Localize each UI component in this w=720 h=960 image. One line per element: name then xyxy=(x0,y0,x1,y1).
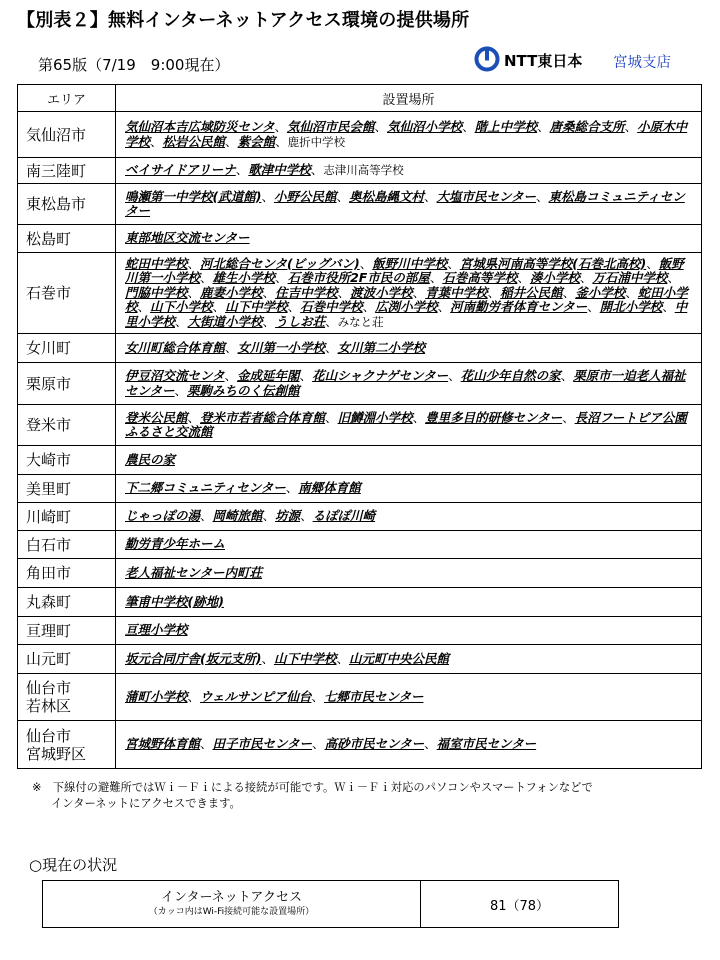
area-cell: 美里町 xyxy=(18,475,116,503)
wifi-location: 蛇田小学校 xyxy=(125,284,688,315)
wifi-location: 岡崎旅館 xyxy=(212,508,263,524)
wifi-location: うしお荘 xyxy=(275,313,326,329)
area-cell: 南三陸町 xyxy=(18,158,116,184)
table-header-row xyxy=(18,85,702,112)
separator: 、 xyxy=(187,409,201,425)
separator: 、 xyxy=(285,480,299,496)
wifi-location: 湊小学校 xyxy=(529,270,580,286)
separator: 、 xyxy=(174,382,188,398)
area-cell: 気仙沼市 xyxy=(18,112,116,158)
status-value-cell xyxy=(421,881,619,928)
wifi-location: 宮城県河南高等学校(石巻北高校) xyxy=(459,255,647,271)
separator: 、 xyxy=(137,299,151,315)
wifi-location: 住吉中学校 xyxy=(275,284,338,300)
locations-cell xyxy=(116,253,702,334)
wifi-location: 万石浦中学校 xyxy=(592,270,668,286)
table-row xyxy=(18,645,702,674)
wifi-location: 長沼フートピア公園ふるさと交流館 xyxy=(125,409,687,439)
separator: 、 xyxy=(374,119,388,134)
area-cell: 仙台市 若林区 xyxy=(18,674,116,721)
separator: 、 xyxy=(287,299,301,315)
area-cell: 川崎町 xyxy=(18,503,116,531)
status-value: 81（78） xyxy=(489,898,550,914)
separator: 、 xyxy=(562,284,576,300)
wifi-location: 気仙沼小学校 xyxy=(387,119,463,134)
wifi-location: 田子市民センター xyxy=(212,736,313,752)
wifi-location: 開北小学校 xyxy=(599,299,663,315)
separator: 、 xyxy=(536,188,549,204)
separator: 、 xyxy=(225,133,238,149)
separator: 、 xyxy=(262,508,276,524)
area-cell: 仙台市 宮城野区 xyxy=(18,721,116,769)
separator: 、 xyxy=(325,313,338,329)
separator: 、 xyxy=(224,368,238,383)
area-cell: 栗原市 xyxy=(18,363,116,405)
wifi-location: 筆甫中学校(跡地) xyxy=(125,593,224,609)
wifi-location: 南郷体育館 xyxy=(298,480,361,496)
separator: 、 xyxy=(225,339,238,355)
column-header-locations: 設置場所 xyxy=(116,85,702,112)
wifi-location: 山元町中央公民館 xyxy=(348,650,449,666)
separator: 、 xyxy=(587,299,600,315)
separator: 、 xyxy=(275,270,288,286)
wifi-location: じゃっぽの湯 xyxy=(125,508,201,524)
wifi-location: 登米公民館 xyxy=(125,409,188,425)
locations-cell xyxy=(116,559,702,588)
table-row xyxy=(18,475,702,503)
wifi-location: 旧鱒淵小学校 xyxy=(337,409,413,425)
footnote-line-2: インターネットにアクセスできます。 xyxy=(51,797,241,810)
locations-cell xyxy=(116,112,702,158)
wifi-location: 広渕小学校 xyxy=(375,299,438,315)
locations-cell xyxy=(116,363,702,405)
locations-table-body xyxy=(18,112,702,769)
separator: 、 xyxy=(537,119,550,134)
locations-cell xyxy=(116,334,702,363)
separator: 、 xyxy=(462,119,475,134)
separator: 、 xyxy=(262,313,276,329)
table-row xyxy=(18,334,702,363)
wifi-location: 農民の家 xyxy=(125,451,176,467)
separator: 、 xyxy=(200,270,213,286)
separator: 、 xyxy=(325,409,338,425)
wifi-location: 女川第二小学校 xyxy=(337,339,426,355)
wifi-location: 坂元合同庁舎(坂元支所) xyxy=(125,650,262,666)
locations-cell xyxy=(116,674,702,721)
separator: 、 xyxy=(625,284,638,300)
wifi-location: 気仙沼市民会館 xyxy=(287,119,375,134)
wifi-location: 小野公民館 xyxy=(273,188,337,204)
separator: 、 xyxy=(187,688,201,704)
wifi-location: ウェルサンピア仙台 xyxy=(200,688,312,704)
separator: 、 xyxy=(175,313,188,329)
wifi-location: 山下中学校 xyxy=(225,299,288,315)
separator: 、 xyxy=(325,339,338,355)
wifi-location: 歌津中学校 xyxy=(248,162,311,178)
wifi-location: 蒲町小学校 xyxy=(125,688,188,704)
locations-cell xyxy=(116,158,702,184)
ntt-logo-icon xyxy=(474,46,500,72)
separator: 、 xyxy=(187,255,201,271)
separator: 、 xyxy=(429,270,443,286)
table-row xyxy=(18,617,702,645)
status-heading: ○現在の状況 xyxy=(29,856,118,874)
table-row xyxy=(18,446,702,475)
separator: 、 xyxy=(412,409,426,425)
area-cell: 山元町 xyxy=(18,645,116,674)
area-cell: 角田市 xyxy=(18,559,116,588)
wifi-location: ベイサイドアリーナ xyxy=(125,162,236,178)
wifi-location: 奥松島縄文村 xyxy=(348,188,424,204)
area-cell: 白石市 xyxy=(18,531,116,559)
separator: 、 xyxy=(300,508,313,524)
wifi-location: 釜小学校 xyxy=(575,284,626,300)
wifi-location: 山下小学校 xyxy=(150,299,213,315)
separator: 、 xyxy=(359,255,373,271)
area-cell: 亘理町 xyxy=(18,617,116,645)
separator: 、 xyxy=(562,409,575,425)
separator: 、 xyxy=(261,650,274,666)
locations-cell xyxy=(116,184,702,225)
footnote-line-1: ※ 下線付の避難所ではＷｉ－Ｆｉによる接続が可能です。Ｗｉ－Ｆｉ対応のパソコンやスマートフォンなどで xyxy=(32,781,593,794)
wifi-location: 栗駒みちのく伝創館 xyxy=(187,382,300,398)
wifi-location: 気仙沼本吉広域防災センタ xyxy=(125,119,275,134)
footnote xyxy=(32,780,593,812)
wifi-location: 雄生小学校 xyxy=(212,270,276,286)
wifi-location: 石巻市役所2F市民の部屋 xyxy=(287,270,430,286)
wifi-location: 金成延年閣 xyxy=(237,368,300,383)
wifi-location: 栗原市一迫老人福祉センター xyxy=(125,368,686,398)
branch-name: 宮城支店 xyxy=(613,55,671,71)
table-row xyxy=(18,158,702,184)
wifi-location: 宮城野体育館 xyxy=(125,736,201,752)
table-row xyxy=(18,363,702,405)
wifi-location: 大塩市民センター xyxy=(436,188,537,204)
wifi-location: 石巻中学校 xyxy=(300,299,363,315)
wifi-location: 花山少年自然の家 xyxy=(460,368,561,383)
separator: 、 xyxy=(624,119,638,134)
table-row xyxy=(18,253,702,334)
locations-cell xyxy=(116,405,702,446)
locations-cell xyxy=(116,617,702,645)
separator: 、 xyxy=(437,299,451,315)
separator: 、 xyxy=(646,255,659,271)
status-label: インターネットアクセス xyxy=(160,890,303,905)
locations-cell xyxy=(116,475,702,503)
wifi-location: 東松島コミュニティセンター xyxy=(125,188,685,218)
wifi-location: 山下中学校 xyxy=(273,650,337,666)
separator: 、 xyxy=(424,736,437,752)
table-row xyxy=(18,531,702,559)
separator: 、 xyxy=(447,255,460,271)
separator: 、 xyxy=(487,284,501,300)
separator: 、 xyxy=(261,188,274,204)
locations-cell xyxy=(116,446,702,475)
area-cell: 石巻市 xyxy=(18,253,116,334)
location: 鹿折中学校 xyxy=(287,134,346,149)
wifi-location: 高砂市民センター xyxy=(324,736,425,752)
locations-cell xyxy=(116,225,702,253)
locations-cell xyxy=(116,503,702,531)
separator: 、 xyxy=(274,119,288,134)
wifi-location: 登米市若者総合体育館 xyxy=(200,409,326,425)
locations-cell xyxy=(116,721,702,769)
area-cell: 大崎市 xyxy=(18,446,116,475)
wifi-location: 豊里多目的研修センター xyxy=(425,409,563,425)
wifi-location: 七郷市民センター xyxy=(323,688,424,704)
table-row xyxy=(18,405,702,446)
wifi-location: 女川町総合体育館 xyxy=(125,339,226,355)
separator: 、 xyxy=(424,188,437,204)
separator: 、 xyxy=(336,650,349,666)
wifi-location: るぽぽ川崎 xyxy=(312,508,376,524)
wifi-location: 亘理小学校 xyxy=(125,622,188,638)
separator: 、 xyxy=(311,688,324,704)
wifi-location: 河南勤労者体育センター xyxy=(450,299,588,315)
separator: 、 xyxy=(150,133,163,149)
wifi-location: 石巻高等学校 xyxy=(442,270,518,286)
table-row xyxy=(18,674,702,721)
status-row xyxy=(43,881,619,928)
area-cell: 松島町 xyxy=(18,225,116,253)
separator: 、 xyxy=(299,368,313,383)
document-title: 【別表２】無料インターネットアクセス環境の提供場所 xyxy=(17,10,470,31)
wifi-location: 東部地区交流センター xyxy=(125,230,250,246)
table-row xyxy=(18,503,702,531)
separator: 、 xyxy=(667,270,680,286)
wifi-location: 中里小学校 xyxy=(125,299,688,329)
separator: 、 xyxy=(200,508,213,524)
status-table xyxy=(42,880,619,928)
area-cell: 東松島市 xyxy=(18,184,116,225)
wifi-location: 小原木中学校 xyxy=(125,119,688,149)
separator: 、 xyxy=(448,368,461,383)
locations-cell xyxy=(116,588,702,617)
wifi-location: 鳴瀬第一中学校(武道館) xyxy=(125,188,262,204)
separator: 、 xyxy=(662,299,675,315)
wifi-location: 稲井公民館 xyxy=(500,284,563,300)
wifi-location: 河北総合センタ(ビッグバン) xyxy=(200,255,360,271)
table-row xyxy=(18,721,702,769)
wifi-location: 女川第一小学校 xyxy=(237,339,326,355)
wifi-location: 勤労青少年ホーム xyxy=(125,536,226,552)
separator: 、 xyxy=(517,270,530,286)
edition-label: 第65版（7/19 9:00現在） xyxy=(38,56,230,74)
wifi-location: 蛇田中学校 xyxy=(125,255,188,271)
wifi-location: 大街道小学校 xyxy=(187,313,263,329)
wifi-location: 坊源 xyxy=(275,508,301,524)
column-header-area: エリア xyxy=(18,85,116,112)
company-name: NTT東日本 xyxy=(504,52,583,70)
status-label-cell xyxy=(43,881,421,928)
wifi-location: 老人福祉センター内町荘 xyxy=(125,564,263,580)
separator: 、 xyxy=(262,284,276,300)
wifi-location: 鹿妻小学校 xyxy=(200,284,263,300)
separator: 、 xyxy=(312,736,325,752)
location: 志津川高等学校 xyxy=(323,163,404,178)
separator: 、 xyxy=(235,162,249,178)
status-sublabel: （カッコ内はWi-Fi接続可能な設置場所） xyxy=(148,907,315,917)
wifi-location: 唐桑総合支所 xyxy=(549,119,625,134)
wifi-location: 門脇中学校 xyxy=(125,284,188,300)
separator: 、 xyxy=(362,299,376,315)
wifi-location: 飯野川第一小学校 xyxy=(125,255,684,286)
wifi-location: 松岩公民館 xyxy=(162,133,226,149)
separator: 、 xyxy=(337,284,351,300)
area-cell: 丸森町 xyxy=(18,588,116,617)
separator: 、 xyxy=(200,736,213,752)
location: みなと荘 xyxy=(337,314,384,329)
wifi-location: 花山シャクナゲセンター xyxy=(312,368,449,383)
separator: 、 xyxy=(579,270,593,286)
wifi-location: 下二郷コミュニティセンター xyxy=(125,480,286,496)
area-cell: 女川町 xyxy=(18,334,116,363)
locations-cell xyxy=(116,645,702,674)
separator: 、 xyxy=(212,299,226,315)
separator: 、 xyxy=(275,133,288,149)
separator: 、 xyxy=(187,284,201,300)
table-row xyxy=(18,112,702,158)
wifi-location: 伊豆沼交流センタ xyxy=(125,368,225,383)
wifi-location: 階上中学校 xyxy=(474,119,538,134)
area-cell: 登米市 xyxy=(18,405,116,446)
locations-table xyxy=(17,84,702,769)
separator: 、 xyxy=(336,188,349,204)
separator: 、 xyxy=(412,284,426,300)
table-row xyxy=(18,559,702,588)
wifi-location: 福室市民センター xyxy=(436,736,537,752)
locations-cell xyxy=(116,531,702,559)
separator: 、 xyxy=(560,368,574,383)
wifi-location: 青葉中学校 xyxy=(425,284,488,300)
separator: 、 xyxy=(310,162,324,178)
wifi-location: 渡波小学校 xyxy=(350,284,413,300)
table-row xyxy=(18,225,702,253)
wifi-location: 紫会館 xyxy=(237,133,276,149)
table-row xyxy=(18,588,702,617)
table-row xyxy=(18,184,702,225)
wifi-location: 飯野川中学校 xyxy=(372,255,448,271)
